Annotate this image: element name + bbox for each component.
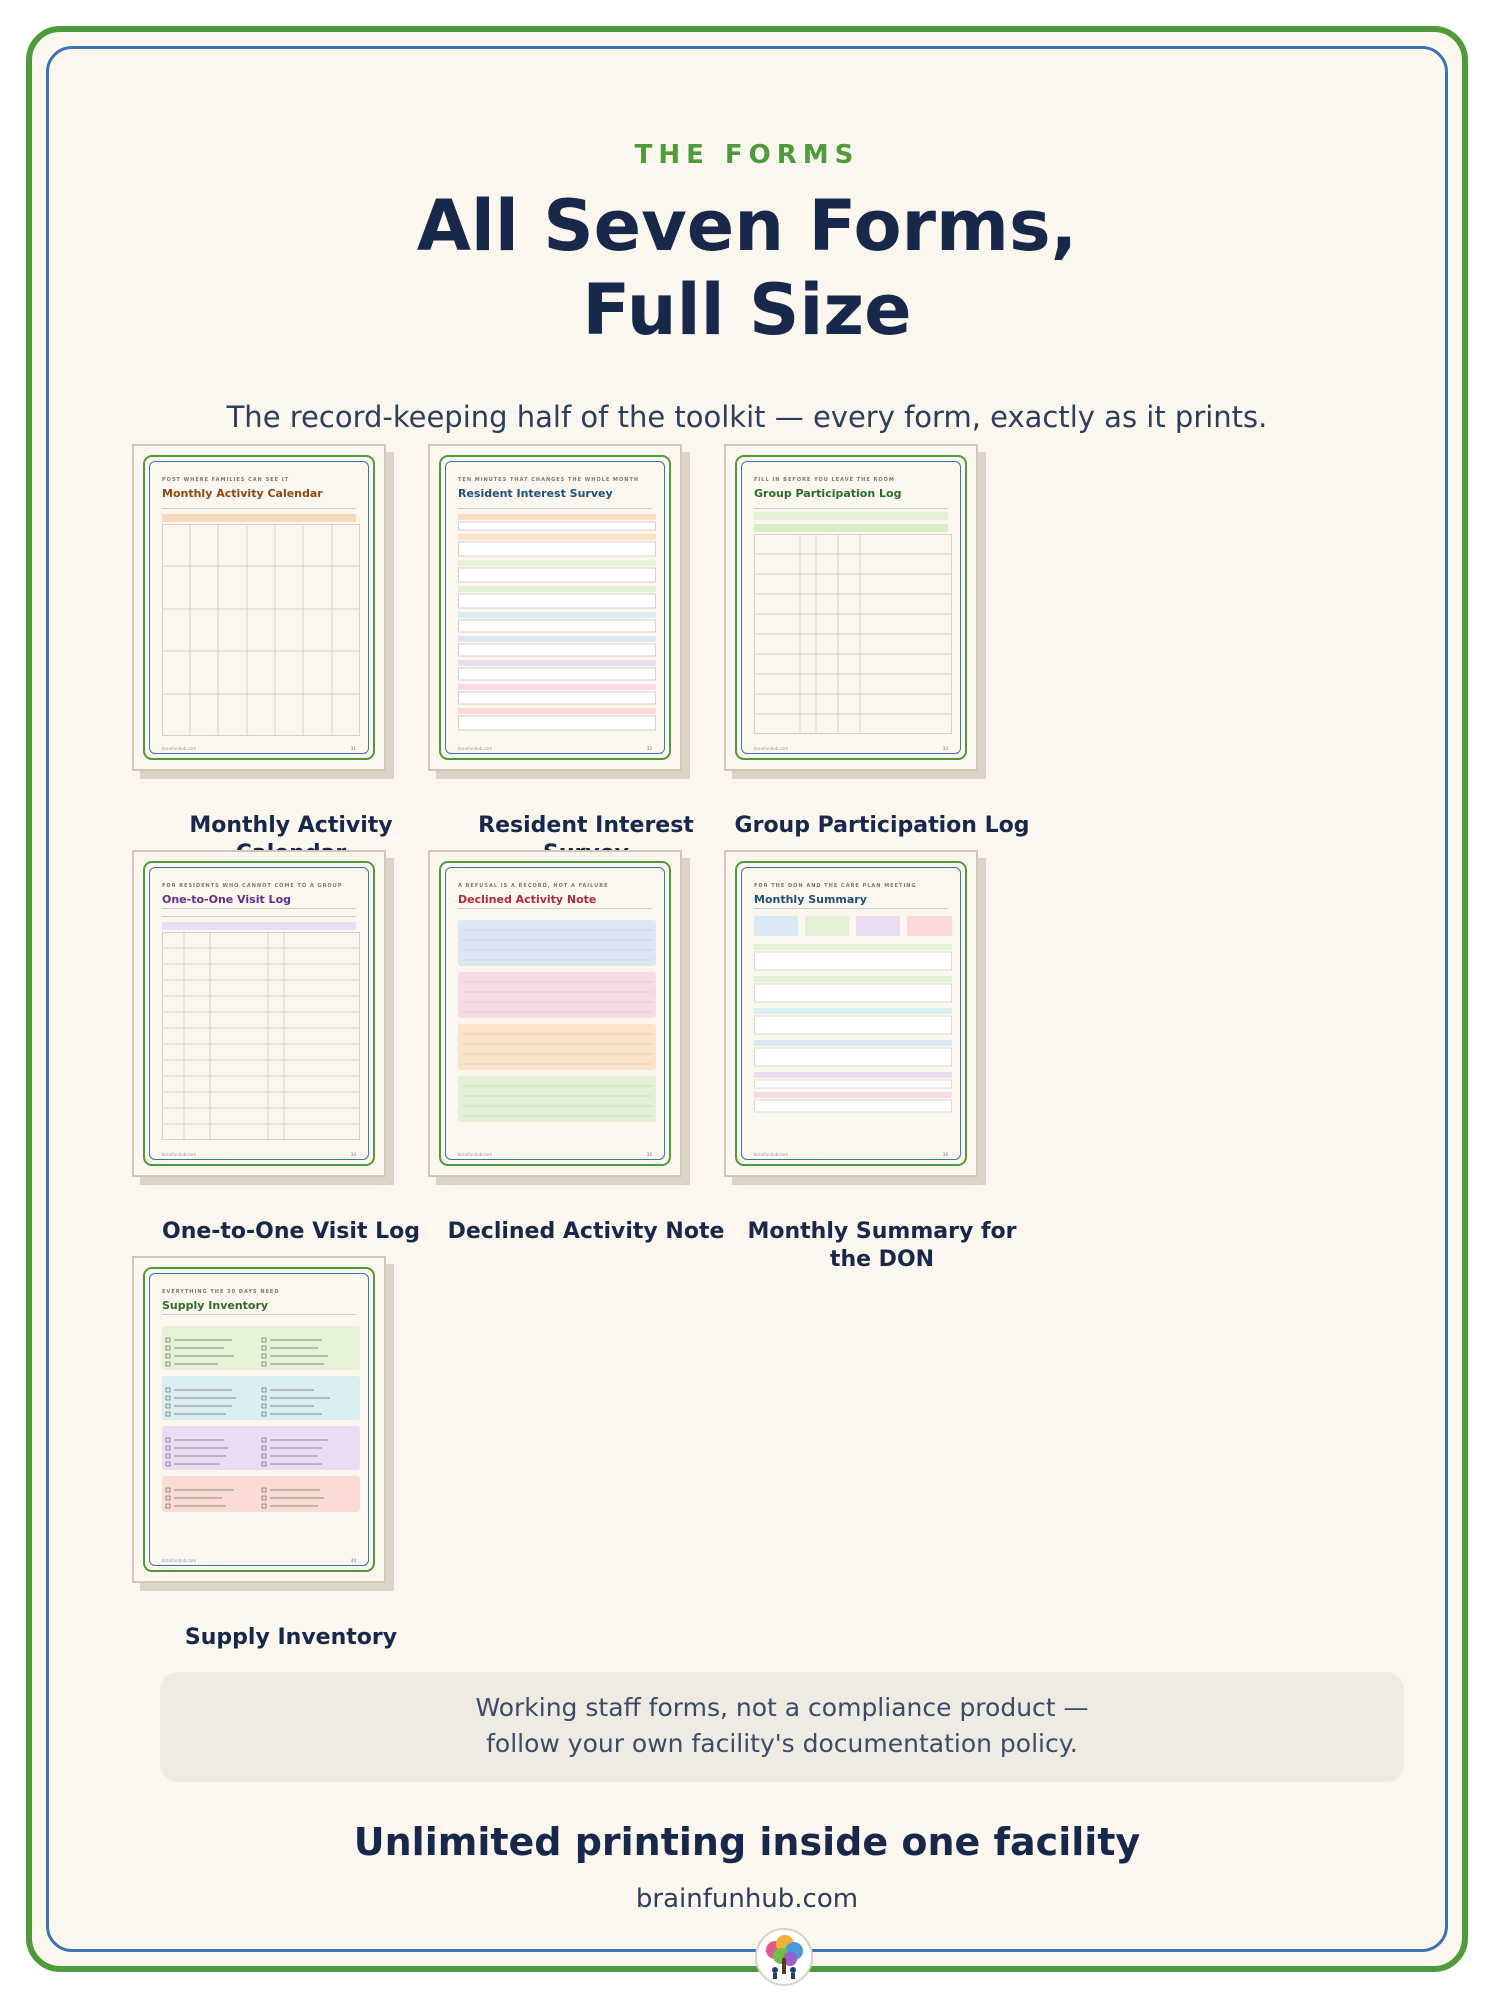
brand-logo-icon [755,1928,813,1986]
website-url[interactable]: brainfunhub.com [635,1884,859,1914]
form-thumbnail-one-to-one-visit-log[interactable] [132,850,394,1185]
form-caption-supply-inventory: Supply Inventory [184,1625,398,1650]
form-thumbnail-resident-interest-survey[interactable] [428,444,690,779]
survey-sections [458,514,656,734]
form-caption-monthly-activity-calendar: Monthly Activity [189,813,393,838]
declined-note-blocks [458,920,656,1140]
thumb-title: Group Participation Log [754,487,902,500]
thumb-title: Supply Inventory [162,1299,269,1312]
inventory-sections [162,1326,360,1526]
thumb-title: One-to-One Visit Log [162,893,291,906]
calendar-grid [162,524,360,736]
thumb-footer: brainfunhub.com [754,1152,789,1157]
thumb-footer: brainfunhub.com [754,746,789,751]
form-thumbnail-group-participation-log[interactable] [724,444,986,779]
thumb-page-number: 34 [350,1152,356,1157]
form-thumbnail-monthly-summary[interactable] [724,850,986,1185]
thumb-title: Resident Interest Survey [458,487,613,500]
page-title [32,184,1462,352]
thumb-page-number: 32 [646,746,652,751]
title-line-1: All Seven Forms, [416,185,1078,267]
thumb-eyebrow: FOR RESIDENTS WHO CANNOT COME TO A GROUP [162,883,343,889]
form-caption-one-to-one-visit-log: One-to-One Visit Log [162,1219,420,1244]
disclaimer-line-2: follow your own facility's documentation policy. [486,1729,1078,1758]
visit-grid [162,932,360,1140]
form-caption-monthly-summary-for-the-don: Monthly Summary for the DON [747,1219,1017,1272]
thumb-eyebrow: EVERYTHING THE 30 DAYS NEED [162,1289,280,1295]
disclaimer-box [160,1672,1404,1782]
page-frame [26,26,1468,1972]
form-caption-group-participation-log: Group Participation Log [734,813,1030,838]
thumb-page-number: 35 [646,1152,652,1157]
log-grid [754,534,952,734]
thumb-title: Monthly Activity Calendar [162,487,323,500]
thumb-page-number: 31 [350,746,356,751]
page-subtitle: The record-keeping half of the toolkit — every form, exactly as it prints. [226,400,1268,434]
thumb-footer: brainfunhub.com [458,746,493,751]
thumb-eyebrow: POST WHERE FAMILIES CAN SEE IT [162,477,290,483]
thumb-footer: brainfunhub.com [162,746,197,751]
form-thumbnail-supply-inventory[interactable] [132,1256,394,1591]
thumb-title: Monthly Summary [754,893,867,906]
thumb-footer: brainfunhub.com [458,1152,493,1157]
visit-header-row [162,922,356,930]
form-caption-declined-activity-note: Declined Activity Note [447,1219,725,1244]
thumb-eyebrow: A REFUSAL IS A RECORD, NOT A FAILURE [458,883,609,889]
licence-headline: Unlimited printing inside one facility [353,1820,1141,1864]
thumb-eyebrow: FOR THE DON AND THE CARE PLAN MEETING [754,883,917,889]
form-thumbnail-declined-activity-note[interactable] [428,850,690,1185]
thumb-footer: brainfunhub.com [162,1152,197,1157]
log-header-row [754,524,948,532]
thumb-footer: brainfunhub.com [162,1558,197,1563]
thumb-eyebrow: TEN MINUTES THAT CHANGES THE WHOLE MONTH [458,477,640,483]
form-caption-resident-interest-survey: Resident Interest [478,813,694,838]
thumb-eyebrow: FILL IN BEFORE YOU LEAVE THE ROOM [754,477,895,483]
section-eyebrow: THE FORMS [634,140,860,170]
summary-sections [754,916,952,1136]
form-thumbnail-monthly-activity-calendar[interactable] [132,444,394,779]
thumb-page-number: 40 [350,1558,356,1563]
disclaimer-line-1: Working staff forms, not a compliance product — [475,1693,1089,1722]
thumb-title: Declined Activity Note [458,893,597,906]
title-line-2: Full Size [582,269,912,351]
thumb-page-number: 33 [942,746,948,751]
thumb-page-number: 36 [942,1152,948,1157]
calendar-header-row [162,514,356,522]
